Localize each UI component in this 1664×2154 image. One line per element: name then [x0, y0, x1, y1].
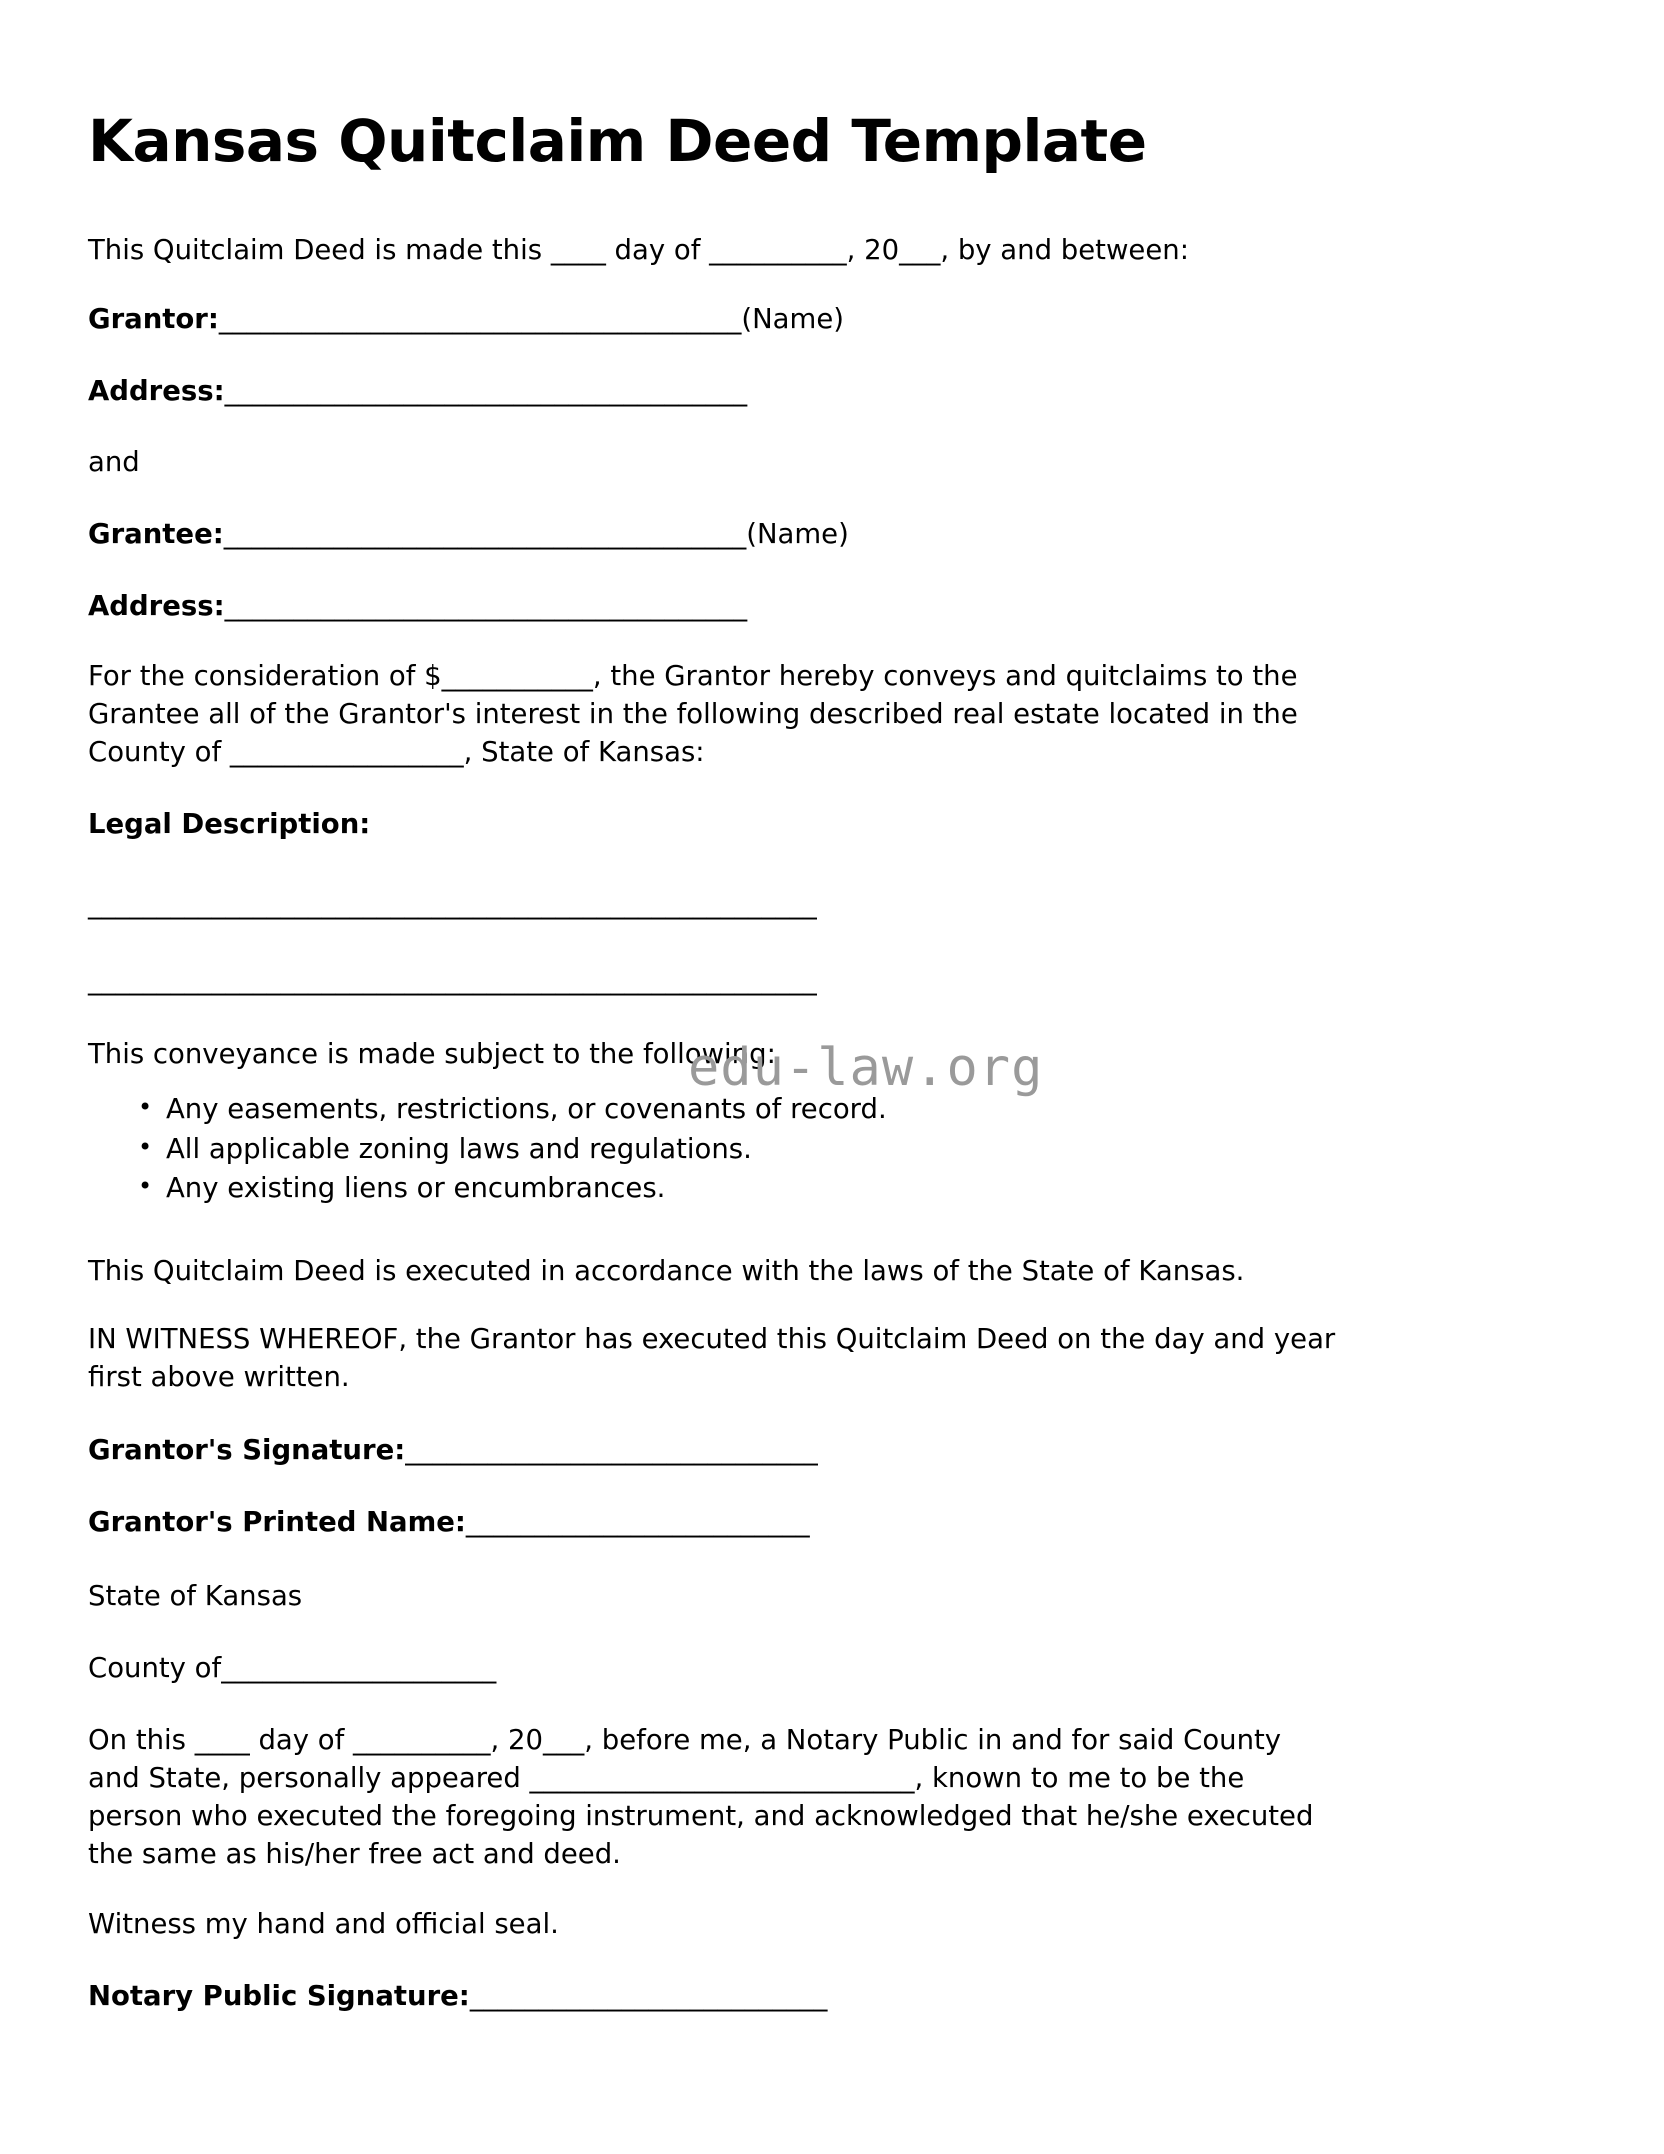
grantor-address-line: [88, 373, 1544, 410]
grantee-line: [88, 516, 1544, 553]
execution-statement: This Quitclaim Deed is executed in accordance with the laws of the State of Kansas.: [88, 1255, 1245, 1287]
legal-description-line-2[interactable]: _____________________________________________________: [88, 964, 817, 996]
conveyance-intro: This conveyance is made subject to the following:: [88, 1038, 776, 1070]
grantor-signature-label: Grantor's Signature:: [88, 1434, 406, 1466]
subject-conditions-list: [88, 1093, 887, 1215]
consideration-line-1: For the consideration of $___________, the Grantor hereby conveys and quitclaims to the: [88, 660, 1298, 692]
grantor-label: Grantor:: [88, 303, 219, 335]
grantor-printed-name-label: Grantor's Printed Name:: [88, 1506, 466, 1538]
notary-signature-blank[interactable]: __________________________: [469, 1980, 828, 2012]
notary-block-line-1: On this ____ day of __________, 20___, before me, a Notary Public in and for said County: [88, 1724, 1282, 1756]
witness-whereof-line-1: IN WITNESS WHEREOF, the Grantor has executed this Quitclaim Deed on the day and year: [88, 1323, 1336, 1355]
consideration-line-2: Grantee all of the Grantor's interest in the following described real estate located in the: [88, 698, 1298, 730]
state-of-kansas: State of Kansas: [88, 1580, 303, 1612]
notary-signature-label: Notary Public Signature:: [88, 1980, 470, 2012]
grantee-address-blank[interactable]: ______________________________________: [224, 590, 748, 622]
legal-description-line-1[interactable]: _____________________________________________________: [88, 888, 817, 920]
grantee-address-line: [88, 588, 1544, 625]
grantor-line: [88, 301, 1544, 338]
consideration-line-3: County of _________________, State of Kansas:: [88, 736, 705, 768]
grantee-address-label: Address:: [88, 590, 225, 622]
grantor-printed-name-line: [88, 1504, 1544, 1541]
notary-block-line-2: and State, personally appeared ____________________________, known to me to be the: [88, 1762, 1245, 1794]
page-title: Kansas Quitclaim Deed Template: [88, 107, 1147, 175]
grantee-label: Grantee:: [88, 518, 224, 550]
notary-block-line-3: person who executed the foregoing instrument, and acknowledged that he/she executed: [88, 1800, 1314, 1832]
site-watermark: edu-law.org: [688, 1038, 1044, 1098]
list-item: • Any existing liens or encumbrances.: [88, 1175, 887, 1203]
list-item: • Any easements, restrictions, or covenants of record.: [88, 1096, 887, 1124]
intro-paragraph: This Quitclaim Deed is made this ____ day of __________, 20___, by and between:: [88, 234, 1189, 266]
grantor-address-blank[interactable]: ______________________________________: [224, 375, 748, 407]
grantor-hint: (Name): [741, 303, 844, 335]
county-of-line: [88, 1650, 1544, 1687]
grantor-signature-line: [88, 1432, 1544, 1469]
grantor-printed-name-blank[interactable]: _________________________: [465, 1506, 810, 1538]
grantor-blank[interactable]: ______________________________________: [218, 303, 742, 335]
notary-block-line-4: the same as his/her free act and deed.: [88, 1838, 621, 1870]
county-of-label: County of: [88, 1652, 222, 1684]
grantee-hint: (Name): [746, 518, 849, 550]
legal-description-label: Legal Description:: [88, 808, 371, 840]
grantee-blank[interactable]: ______________________________________: [223, 518, 747, 550]
grantor-address-label: Address:: [88, 375, 225, 407]
grantor-signature-blank[interactable]: ______________________________: [405, 1434, 818, 1466]
witness-seal-statement: Witness my hand and official seal.: [88, 1908, 559, 1940]
list-item: • All applicable zoning laws and regulations.: [88, 1136, 887, 1164]
notary-signature-line: [88, 1978, 1544, 2015]
county-of-blank[interactable]: ____________________: [221, 1652, 497, 1684]
witness-whereof-line-2: first above written.: [88, 1361, 350, 1393]
and-connector: and: [88, 446, 140, 478]
